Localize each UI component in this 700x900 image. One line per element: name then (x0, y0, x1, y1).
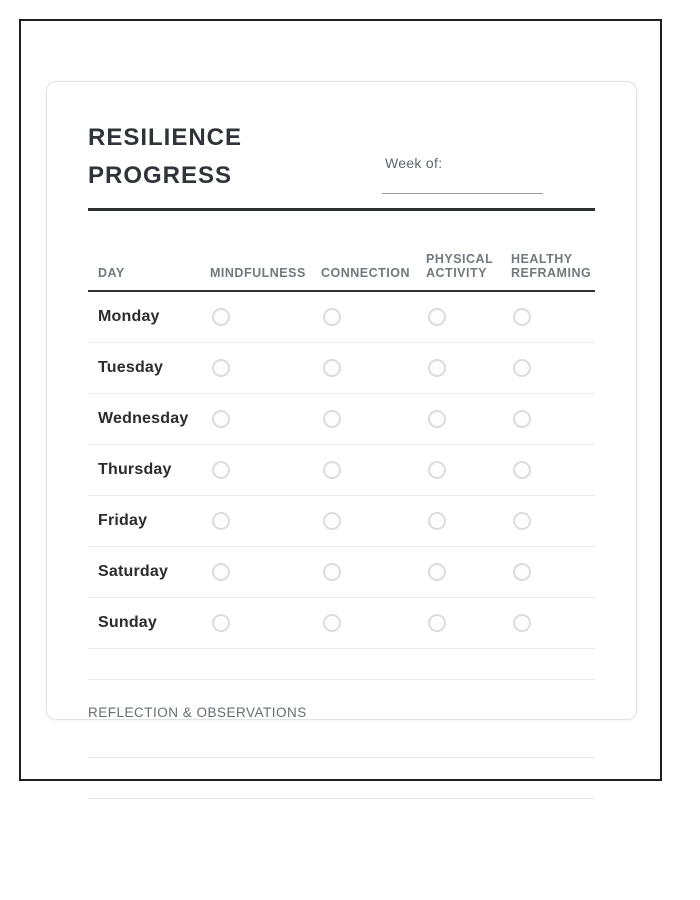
ruled-line (88, 798, 595, 799)
checkbox-circle[interactable] (513, 410, 531, 428)
checkbox-circle[interactable] (212, 359, 230, 377)
checkbox-circle[interactable] (323, 512, 341, 530)
checkbox-cell (321, 563, 426, 581)
checkbox-cell (321, 461, 426, 479)
checkbox-circle[interactable] (428, 359, 446, 377)
checkbox-circle[interactable] (212, 563, 230, 581)
checkbox-circle[interactable] (323, 563, 341, 581)
checkbox-cell (210, 512, 321, 530)
checkbox-cell (426, 512, 511, 530)
checkbox-cell (321, 308, 426, 326)
checkbox-circle[interactable] (513, 614, 531, 632)
checkbox-circle[interactable] (323, 461, 341, 479)
checkbox-cell (511, 308, 595, 326)
table-row (88, 445, 595, 496)
checkbox-circle[interactable] (428, 563, 446, 581)
checkbox-cell (511, 461, 595, 479)
ruled-line (88, 757, 595, 758)
day-label: Sunday (98, 614, 157, 631)
checkbox-circle[interactable] (323, 359, 341, 377)
checkbox-cell (426, 563, 511, 581)
checkbox-cell (426, 359, 511, 377)
column-header-mindfulness: MINDFULNESS (210, 266, 306, 280)
checkbox-circle[interactable] (428, 512, 446, 530)
day-label: Thursday (98, 461, 172, 478)
checkbox-cell (210, 359, 321, 377)
checkbox-cell (426, 461, 511, 479)
tracker-card (46, 81, 637, 720)
checkbox-circle[interactable] (323, 410, 341, 428)
page-title: RESILIENCE PROGRESS (88, 124, 243, 189)
spacer-row (88, 649, 595, 680)
column-header-physical-activity: PHYSICAL ACTIVITY (426, 252, 493, 280)
checkbox-cell (321, 512, 426, 530)
checkbox-circle[interactable] (513, 359, 531, 377)
checkbox-cell (210, 563, 321, 581)
week-of-field-group (382, 154, 543, 194)
day-label: Saturday (98, 563, 169, 580)
checkbox-circle[interactable] (212, 461, 230, 479)
checkbox-circle[interactable] (513, 461, 531, 479)
table-row (88, 343, 595, 394)
checkbox-circle[interactable] (428, 308, 446, 326)
table-row (88, 496, 595, 547)
checkbox-cell (321, 614, 426, 632)
checkbox-circle[interactable] (513, 563, 531, 581)
checkbox-cell (426, 614, 511, 632)
day-label: Tuesday (98, 359, 164, 376)
checkbox-cell (210, 614, 321, 632)
column-header-healthy-reframing: HEALTHY REFRAMING (511, 252, 592, 280)
checkbox-cell (511, 512, 595, 530)
checkbox-cell (321, 410, 426, 428)
checkbox-circle[interactable] (212, 410, 230, 428)
checkbox-cell (210, 410, 321, 428)
week-of-label: Week of: (385, 155, 443, 171)
table-header (88, 211, 595, 292)
checkbox-circle[interactable] (513, 308, 531, 326)
day-label: Monday (98, 308, 160, 325)
checkbox-circle[interactable] (323, 308, 341, 326)
checkbox-cell (511, 563, 595, 581)
checkbox-cell (210, 461, 321, 479)
column-header-connection: CONNECTION (321, 266, 411, 280)
checkbox-cell (511, 359, 595, 377)
table-row (88, 394, 595, 445)
checkbox-circle[interactable] (212, 308, 230, 326)
checkbox-circle[interactable] (212, 614, 230, 632)
checkbox-circle[interactable] (323, 614, 341, 632)
checkbox-circle[interactable] (428, 614, 446, 632)
checkbox-cell (321, 359, 426, 377)
table-row (88, 598, 595, 649)
day-label: Friday (98, 512, 148, 529)
week-of-input-line[interactable] (382, 193, 543, 194)
checkbox-cell (426, 308, 511, 326)
day-label: Wednesday (98, 410, 189, 427)
reflection-section-heading: REFLECTION & OBSERVATIONS (88, 705, 307, 720)
checkbox-cell (511, 410, 595, 428)
checkbox-circle[interactable] (428, 410, 446, 428)
checkbox-circle[interactable] (428, 461, 446, 479)
table-row (88, 292, 595, 343)
column-header-day: DAY (98, 266, 125, 280)
table-row (88, 547, 595, 598)
checkbox-cell (426, 410, 511, 428)
checkbox-circle[interactable] (513, 512, 531, 530)
checkbox-circle[interactable] (212, 512, 230, 530)
checkbox-cell (210, 308, 321, 326)
checkbox-cell (511, 614, 595, 632)
